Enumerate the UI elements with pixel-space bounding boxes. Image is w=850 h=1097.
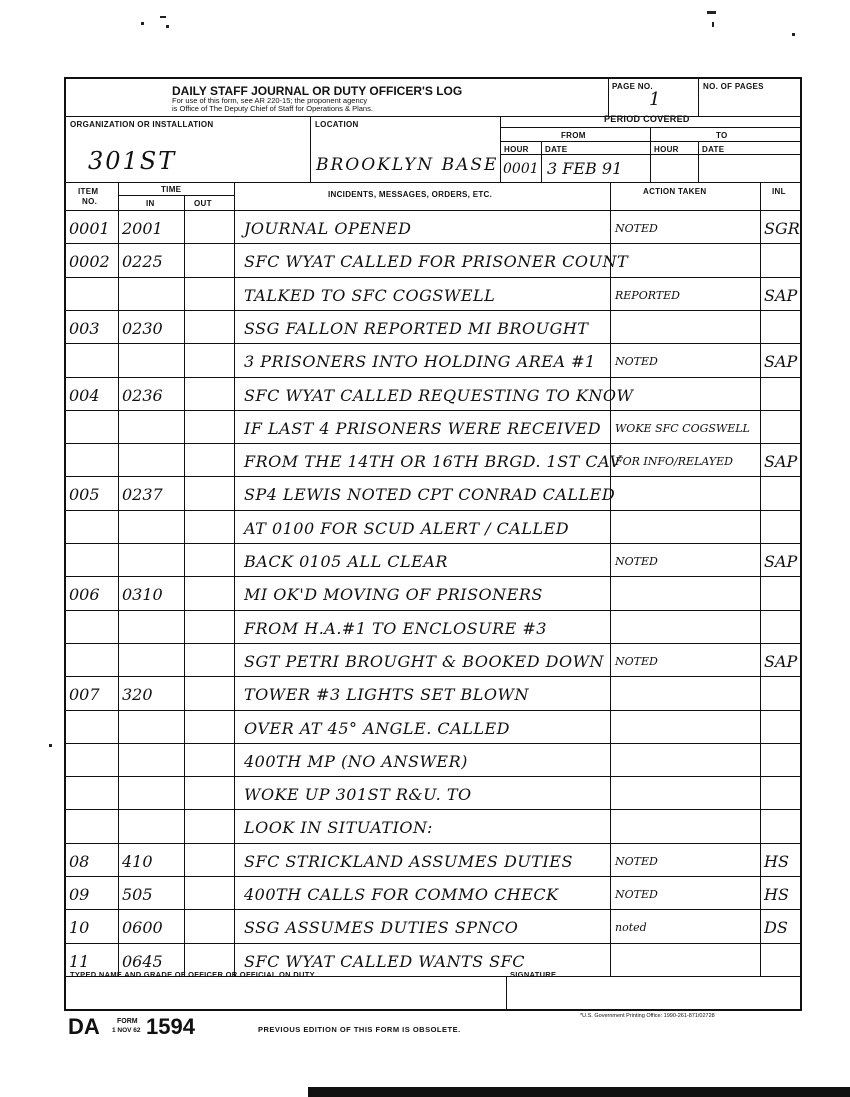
incident-text-cell: SFC WYAT CALLED WANTS SFC: [244, 951, 525, 971]
form-subtitle: is Office of The Deputy Chief of Staff for Operations & Plans.: [172, 104, 373, 113]
page-no-label: PAGE NO.: [612, 82, 653, 91]
to-date-label: DATE: [702, 145, 725, 154]
footer-previous-edition: PREVIOUS EDITION OF THIS FORM IS OBSOLETE.: [258, 1025, 461, 1034]
col-out-label: OUT: [194, 199, 212, 208]
table-row: [66, 443, 802, 476]
incident-text-cell: BACK 0105 ALL CLEAR: [244, 552, 448, 571]
table-row: [66, 576, 802, 609]
table-row: [66, 277, 802, 310]
table-row: [66, 243, 802, 276]
table-row: [66, 610, 802, 643]
item-no-cell: 0001: [69, 219, 110, 238]
action-taken-cell: NOTED: [615, 854, 658, 868]
action-taken-cell: NOTED: [615, 355, 658, 369]
scan-speck: [141, 22, 144, 25]
item-no-cell: 007: [69, 685, 100, 705]
incident-text-cell: FROM THE 14TH OR 16TH BRGD. 1ST CAV: [244, 452, 622, 472]
typed-name-label: TYPED NAME AND GRADE OF OFFICER OR OFFICIAL ON DUTY: [70, 970, 315, 979]
incident-text-cell: LOOK IN SITUATION:: [244, 818, 433, 838]
time-in-cell: 2001: [122, 219, 163, 238]
incident-text-cell: AT 0100 FOR SCUD ALERT / CALLED: [244, 518, 570, 538]
action-taken-cell: WOKE SFC COGSWELL: [615, 421, 750, 435]
scan-speck: [792, 33, 795, 36]
table-row: [66, 510, 802, 543]
col-action-label: ACTION TAKEN: [643, 187, 707, 196]
action-taken-cell: FOR INFO/RELAYED: [615, 455, 733, 469]
col-inl-label: INL: [772, 187, 786, 196]
incident-text-cell: 400TH MP (NO ANSWER): [244, 751, 468, 771]
initials-cell: SAP: [764, 651, 798, 671]
time-in-cell: 505: [122, 885, 153, 904]
incident-text-cell: FROM H.A.#1 TO ENCLOSURE #3: [244, 618, 547, 638]
scan-speck: [707, 11, 716, 14]
initials-cell: SAP: [764, 352, 798, 372]
scan-bottom-edge: [308, 1087, 850, 1097]
item-no-cell: 004: [69, 385, 100, 405]
item-no-cell: 11: [69, 951, 90, 971]
item-no-cell: 003: [69, 318, 100, 338]
scan-speck: [712, 22, 714, 27]
incident-text-cell: SGT PETRI BROUGHT & BOOKED DOWN: [244, 651, 605, 671]
time-in-cell: 0237: [122, 485, 163, 505]
to-label: TO: [716, 131, 728, 140]
initials-cell: HS: [764, 885, 789, 904]
time-in-cell: 410: [122, 851, 153, 871]
period-covered-label: PERIOD COVERED: [604, 114, 690, 124]
incident-text-cell: SFC WYAT CALLED FOR PRISONER COUNT: [244, 252, 629, 272]
action-taken-cell: NOTED: [615, 654, 658, 668]
table-row: [66, 909, 802, 942]
table-row: [66, 410, 802, 443]
time-in-cell: 320: [122, 685, 153, 705]
time-in-cell: 0236: [122, 385, 163, 405]
table-row: [66, 643, 802, 676]
time-in-cell: 0600: [122, 918, 163, 938]
table-row: [66, 776, 802, 809]
item-no-cell: 006: [69, 585, 100, 605]
incident-text-cell: OVER AT 45° ANGLE. CALLED: [244, 718, 510, 738]
form-title: DAILY STAFF JOURNAL OR DUTY OFFICER'S LOG: [172, 84, 463, 98]
action-taken-cell: NOTED: [615, 555, 658, 568]
scan-speck: [160, 16, 166, 18]
table-row: [66, 876, 802, 909]
action-taken-cell: noted: [615, 921, 647, 935]
form-subtitle: For use of this form, see AR 220-15; the proponent agency: [172, 96, 368, 105]
initials-cell: DS: [764, 918, 788, 938]
table-row: [66, 843, 802, 876]
incident-text-cell: SSG FALLON REPORTED MI BROUGHT: [244, 318, 589, 338]
time-in-cell: 0230: [122, 318, 163, 338]
footer-gpo: *U.S. Government Printing Office: 1990-261-871/02728: [580, 1013, 715, 1019]
table-row: [66, 543, 802, 576]
location-value: BROOKLYN BASE: [316, 155, 499, 175]
incident-text-cell: JOURNAL OPENED: [244, 219, 412, 238]
from-label: FROM: [561, 131, 586, 140]
incident-text-cell: SSG ASSUMES DUTIES SPNCO: [244, 918, 519, 938]
footer-da: DA: [68, 1014, 100, 1039]
no-of-pages-label: NO. OF PAGES: [703, 82, 764, 91]
footer-form-word: FORM: [117, 1018, 138, 1025]
table-row: [66, 476, 802, 509]
item-no-cell: 10: [69, 918, 90, 938]
location-label: LOCATION: [315, 120, 359, 129]
table-row: [66, 343, 802, 376]
footer-form-number: 1594: [146, 1014, 195, 1039]
initials-cell: SAP: [764, 285, 798, 305]
incident-text-cell: TOWER #3 LIGHTS SET BLOWN: [244, 685, 529, 705]
incident-text-cell: IF LAST 4 PRISONERS WERE RECEIVED: [244, 418, 602, 438]
from-hour-label: HOUR: [504, 145, 529, 154]
incident-text-cell: WOKE UP 301ST R&U. TO: [244, 785, 472, 805]
table-row: [66, 377, 802, 410]
table-row: [66, 310, 802, 343]
table-row: [66, 710, 802, 743]
signature-label: SIGNATURE: [510, 970, 557, 979]
col-time-label: TIME: [161, 185, 182, 194]
to-hour-label: HOUR: [654, 145, 679, 154]
org-value: 301ST: [88, 147, 177, 175]
duty-log-form: [64, 77, 802, 1011]
initials-cell: SAP: [764, 452, 798, 472]
action-taken-cell: REPORTED: [615, 288, 681, 302]
incident-text-cell: TALKED TO SFC COGSWELL: [244, 285, 496, 305]
col-item-label: ITEM: [78, 187, 99, 196]
incident-text-cell: SFC STRICKLAND ASSUMES DUTIES: [244, 851, 573, 871]
action-taken-cell: NOTED: [615, 888, 658, 901]
time-in-cell: 0225: [122, 252, 163, 272]
col-in-label: IN: [146, 199, 155, 208]
table-row: [66, 676, 802, 709]
incident-text-cell: SFC WYAT CALLED REQUESTING TO KNOW: [244, 385, 634, 405]
org-label: ORGANIZATION OR INSTALLATION: [70, 120, 214, 129]
item-no-cell: 0002: [69, 252, 110, 272]
time-in-cell: 0645: [122, 951, 163, 971]
footer-form-date: 1 NOV 62: [112, 1027, 141, 1034]
col-incidents-label: INCIDENTS, MESSAGES, ORDERS, ETC.: [328, 190, 493, 199]
table-row: [66, 210, 802, 243]
initials-cell: SGR: [764, 219, 800, 238]
from-date-label: DATE: [545, 145, 568, 154]
item-no-cell: 005: [69, 485, 100, 505]
initials-cell: HS: [764, 851, 789, 871]
incident-text-cell: MI OK'D MOVING OF PRISONERS: [244, 585, 543, 605]
table-row: [66, 743, 802, 776]
action-taken-cell: NOTED: [615, 222, 658, 235]
incident-text-cell: 3 PRISONERS INTO HOLDING AREA #1: [244, 352, 596, 372]
from-hour-value: 0001: [503, 161, 539, 177]
col-no-label: NO.: [82, 197, 98, 206]
incident-text-cell: SP4 LEWIS NOTED CPT CONRAD CALLED: [244, 485, 616, 505]
table-row: [66, 809, 802, 842]
item-no-cell: 09: [69, 885, 90, 904]
item-no-cell: 08: [69, 851, 90, 871]
from-date-value: 3 FEB 91: [547, 159, 623, 178]
scan-speck: [49, 744, 52, 747]
scan-speck: [166, 25, 169, 28]
initials-cell: SAP: [764, 552, 798, 571]
time-in-cell: 0310: [122, 585, 163, 605]
page-no-value: 1: [649, 89, 661, 110]
incident-text-cell: 400TH CALLS FOR COMMO CHECK: [244, 885, 559, 904]
